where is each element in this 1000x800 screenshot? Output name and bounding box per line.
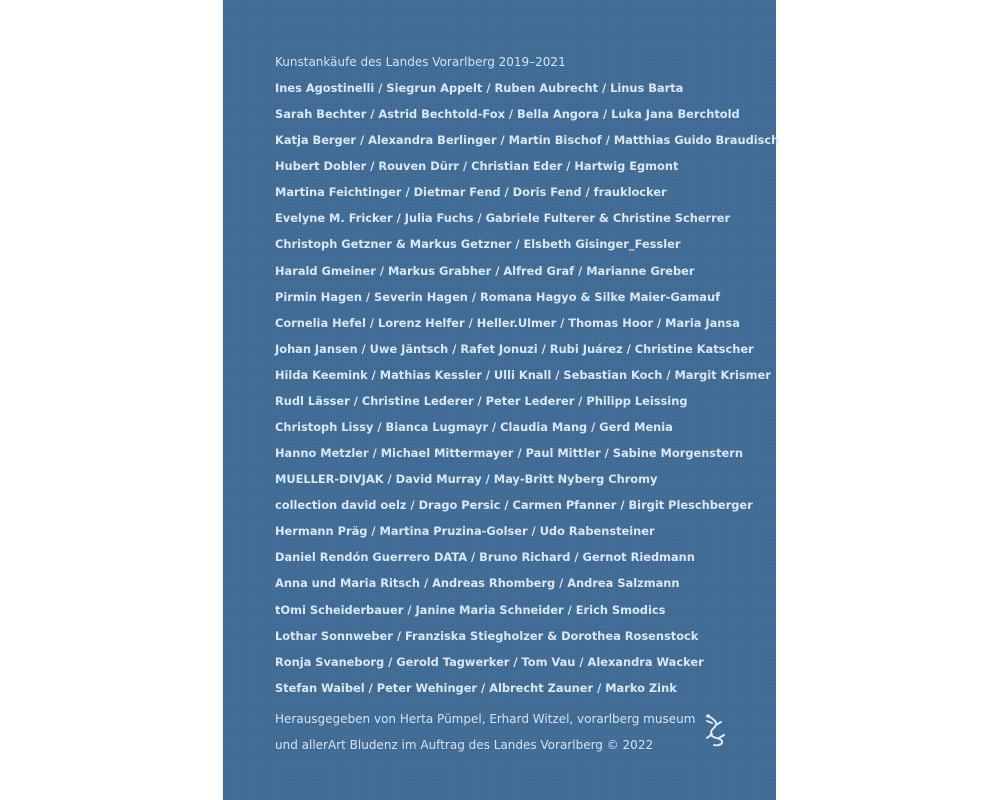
artist-list xyxy=(275,80,779,706)
artist-line: collection david oelz / Drago Persic / Carmen Pfanner / Birgit Pleschberger xyxy=(275,498,753,513)
artist-line: Martina Feichtinger / Dietmar Fend / Doris Fend / frauklocker xyxy=(275,185,667,200)
artist-line: Hermann Präg / Martina Pruzina-Golser / Udo Rabensteiner xyxy=(275,524,655,539)
artist-line: Sarah Bechter / Astrid Bechtold-Fox / Bella Angora / Luka Jana Berchtold xyxy=(275,107,740,122)
lizard-icon xyxy=(703,713,729,749)
artist-line: Pirmin Hagen / Severin Hagen / Romana Hagyo & Silke Maier-Gamauf xyxy=(275,289,721,304)
artist-line: Harald Gmeiner / Markus Grabher / Alfred Graf / Marianne Greber xyxy=(275,263,695,278)
artist-line: Hanno Metzler / Michael Mittermayer / Paul Mittler / Sabine Morgenstern xyxy=(275,446,743,461)
artist-line: Stefan Waibel / Peter Wehinger / Albrecht Zauner / Marko Zink xyxy=(275,680,677,695)
cover-heading: Kunstankäufe des Landes Vorarlberg 2019–2021 xyxy=(275,55,566,69)
artist-line: Rudl Lässer / Christine Lederer / Peter Lederer / Philipp Leissing xyxy=(275,393,688,408)
publisher-line-2: und allerArt Bludenz im Auftrag des Landes Vorarlberg © 2022 xyxy=(275,738,654,752)
artist-line: Lothar Sonnweber / Franziska Stiegholzer & Dorothea Rosenstock xyxy=(275,628,699,643)
artist-line: Cornelia Hefel / Lorenz Helfer / Heller.Ulmer / Thomas Hoor / Maria Jansa xyxy=(275,315,740,330)
artist-line: Ronja Svaneborg / Gerold Tagwerker / Tom Vau / Alexandra Wacker xyxy=(275,654,704,669)
artist-line: Daniel Rendón Guerrero DATA / Bruno Richard / Gernot Riedmann xyxy=(275,550,695,565)
publisher-note xyxy=(275,706,695,758)
artist-line: Hilda Keemink / Mathias Kessler / Ulli Knall / Sebastian Koch / Margit Krismer xyxy=(275,367,771,382)
artist-line: MUELLER-DIVJAK / David Murray / May-Britt Nyberg Chromy xyxy=(275,472,658,487)
artist-line: Johan Jansen / Uwe Jäntsch / Rafet Jonuzi / Rubi Juárez / Christine Katscher xyxy=(275,341,754,356)
publisher-line-1: Herausgegeben von Herta Pümpel, Erhard Witzel, vorarlberg museum xyxy=(275,712,696,726)
artist-line: Ines Agostinelli / Siegrun Appelt / Ruben Aubrecht / Linus Barta xyxy=(275,81,684,95)
artist-line: Anna und Maria Ritsch / Andreas Rhomberg / Andrea Salzmann xyxy=(275,576,680,591)
artist-line: Christoph Lissy / Bianca Lugmayr / Claudia Mang / Gerd Menia xyxy=(275,420,673,435)
book-cover xyxy=(223,0,780,800)
artist-line: tOmi Scheiderbauer / Janine Maria Schneider / Erich Smodics xyxy=(275,602,666,617)
artist-line: Christoph Getzner & Markus Getzner / Elsbeth Gisinger_Fessler xyxy=(275,237,681,252)
artist-line: Katja Berger / Alexandra Berlinger / Martin Bischof / Matthias Guido Braudisch xyxy=(275,133,780,148)
artist-line: Hubert Dobler / Rouven Dürr / Christian Eder / Hartwig Egmont xyxy=(275,159,679,174)
artist-line: Evelyne M. Fricker / Julia Fuchs / Gabriele Fulterer & Christine Scherrer xyxy=(275,211,731,226)
